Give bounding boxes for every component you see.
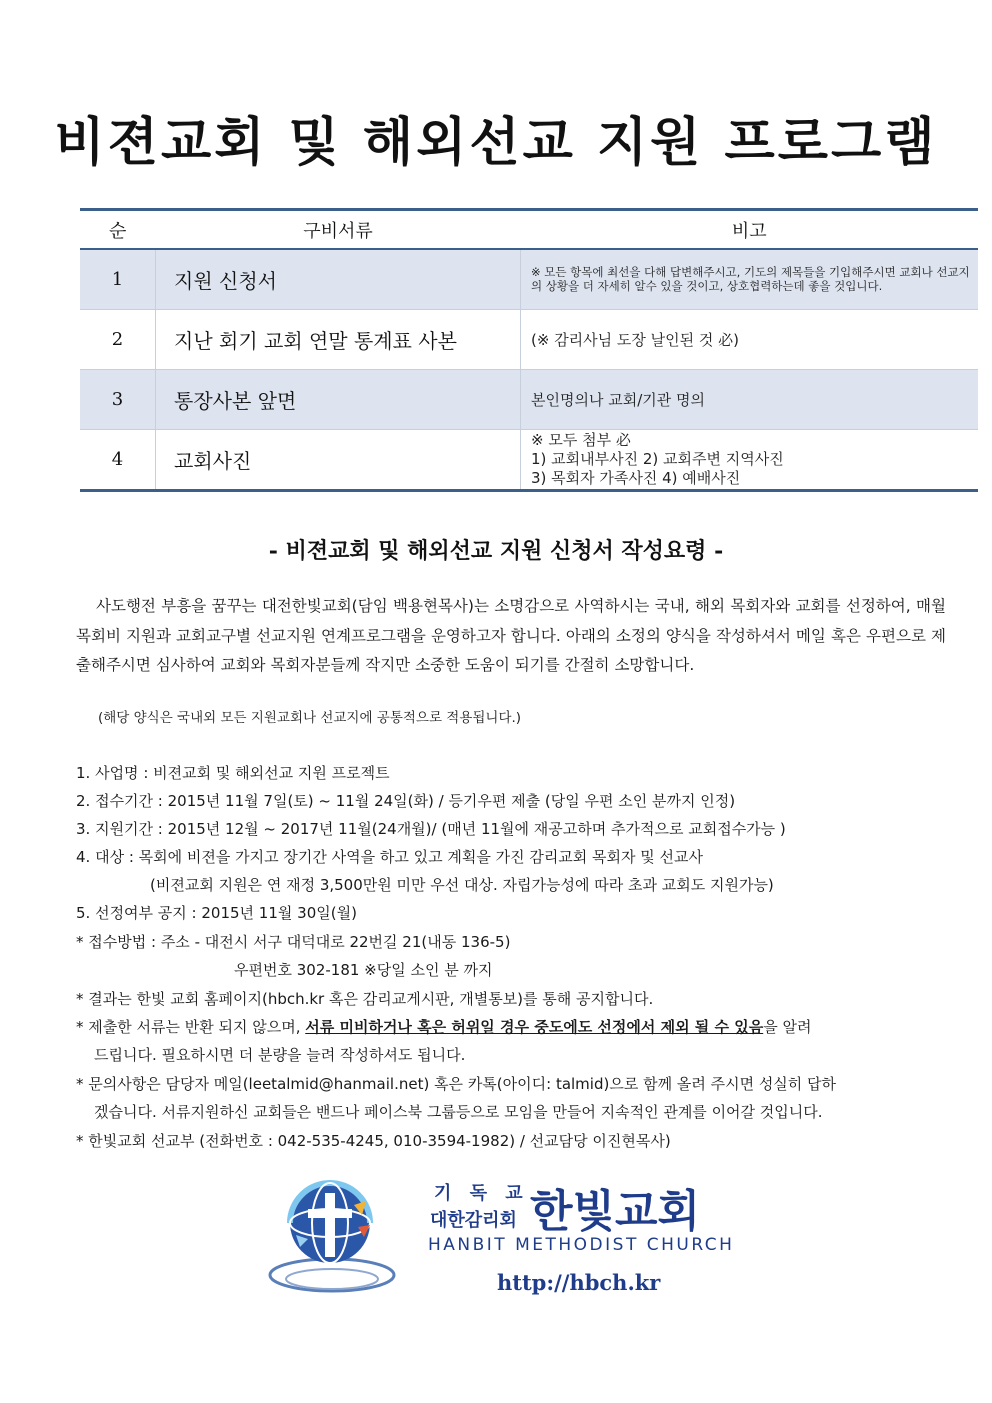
- row-note: 본인명의나 교회/기관 명의: [521, 369, 979, 429]
- church-emblem-icon: [262, 1175, 422, 1295]
- logo-church-name: 한빛교회: [530, 1186, 701, 1237]
- page-title: 비젼교회 및 해외선교 지원 프로그램: [54, 112, 938, 173]
- church-website-link[interactable]: http://hbch.kr: [497, 1270, 661, 1295]
- info-item-inquiry: * 문의사항은 담당자 메일(leetalmid@hanmail.net) 혹은 카톡(아이디: talmid)으로 함께 올려 주시면 성실히 답하: [76, 1075, 837, 1093]
- documents-return-text: * 제출한 서류는 반환 되지 않으며,: [76, 1018, 306, 1036]
- row-number: 1: [80, 249, 156, 309]
- info-item-address: * 접수방법 : 주소 - 대전시 서구 대덕대로 22번길 21(내동 136-5): [76, 933, 511, 951]
- documents-return-tail: 을 알려: [763, 1018, 812, 1036]
- info-item-project-name: 1. 사업명 : 비젼교회 및 해외선교 지원 프로젝트: [76, 764, 390, 782]
- info-item-target-detail: (비젼교회 지원은 연 재정 3,500만원 미만 우선 대상. 자립가능성에 따라 초과 교회도 지원가능): [150, 876, 774, 894]
- row-document: 지원 신청서: [156, 249, 521, 309]
- info-item-target: 4. 대상 : 목회에 비젼을 가지고 장기간 사역을 하고 있고 계획을 가진 감리교회 목회자 및 선교사: [76, 848, 704, 866]
- table-row: [80, 249, 978, 309]
- row-document: 통장사본 앞면: [156, 369, 521, 429]
- row-document: 지난 회기 교회 연말 통계표 사본: [156, 309, 521, 369]
- info-item-postal-code: 우편번호 302-181 ※당일 소인 분 까지: [234, 961, 493, 979]
- row-number: 4: [80, 429, 156, 490]
- logo-label-denomination: 대한감리회: [430, 1210, 517, 1231]
- table-row: [80, 369, 978, 429]
- row-note: (※ 감리사님 도장 날인된 것 必): [521, 309, 979, 369]
- note-line: 3) 목회자 가족사진 4) 예배사진: [531, 468, 741, 487]
- row-number: 2: [80, 309, 156, 369]
- header-number: 순: [80, 210, 156, 250]
- info-item-contact: * 한빛교회 선교부 (전화번호 : 042-535-4245, 010-3594-1982) / 선교담당 이진현목사): [76, 1132, 671, 1150]
- disqualification-warning: 서류 미비하거나 혹은 허위일 경우 중도에도 선정에서 제외 될 수 있음: [305, 1018, 764, 1036]
- info-item-application-period: 2. 접수기간 : 2015년 11월 7일(토) ~ 11월 24일(화) / 등기우편 제출 (당일 우편 소인 분까지 인정): [76, 792, 736, 810]
- logo-english-name: HANBIT METHODIST CHURCH: [428, 1235, 735, 1255]
- header-notes: 비고: [521, 210, 979, 250]
- section-subtitle: - 비젼교회 및 해외선교 지원 신청서 작성요령 -: [268, 538, 724, 564]
- info-item-results: * 결과는 한빛 교회 홈페이지(hbch.kr 혹은 감리교게시판, 개별통보)를 통해 공지합니다.: [76, 990, 654, 1008]
- table-header-row: [80, 210, 978, 250]
- table-row: [80, 309, 978, 369]
- required-documents-table: [80, 208, 978, 492]
- info-item-documents-return-cont: 드립니다. 필요하시면 더 분량을 늘려 작성하셔도 됩니다.: [94, 1046, 466, 1064]
- row-note: ※ 모든 항목에 최선을 다해 답변해주시고, 기도의 제목들을 기입해주시면 교회나 선교지의 상황을 더 자세히 알수 있을 것이고, 상호협력하는데 좋을 것입니다.: [521, 249, 979, 309]
- intro-paragraph: 사도행전 부흥을 꿈꾸는 대전한빛교회(담임 백용현목사)는 소명감으로 사역하시는 국내, 해외 목회자와 교회를 선정하여, 매월 목회비 지원과 교회교구별 선교지원 연계프로그램을 운영하고자 합니다. 아래의 소정의 양식을 작성하셔서 메일 혹은 우편으로 제출해주시면 심사하여 교회와 목회자분들께 작지만 소중한 도움이 되기를 간절히 소망합니다.: [76, 597, 946, 674]
- logo-label-christian: 기 독 교: [434, 1183, 529, 1204]
- note-line: ※ 모두 첨부 必: [531, 430, 631, 449]
- note-line: 1) 교회내부사진 2) 교회주변 지역사진: [531, 449, 784, 468]
- row-note: [521, 429, 979, 490]
- header-documents: 구비서류: [156, 210, 521, 250]
- info-item-announcement: 5. 선정여부 공지 : 2015년 11월 30일(월): [76, 904, 357, 922]
- intro-note: (해당 양식은 국내외 모든 지원교회나 선교지에 공통적으로 적용됩니다.): [98, 710, 522, 726]
- info-item-support-period: 3. 지원기간 : 2015년 12월 ~ 2017년 11월(24개월)/ (매년 11월에 재공고하며 추가적으로 교회접수가능 ): [76, 820, 786, 838]
- info-item-documents-return: [76, 1016, 811, 1037]
- row-document: 교회사진: [156, 429, 521, 490]
- info-item-inquiry-cont: 겠습니다. 서류지원하신 교회들은 밴드나 페이스북 그룹등으로 모임을 만들어 지속적인 관계를 이어갈 것입니다.: [94, 1103, 823, 1121]
- row-number: 3: [80, 369, 156, 429]
- table-row: [80, 429, 978, 490]
